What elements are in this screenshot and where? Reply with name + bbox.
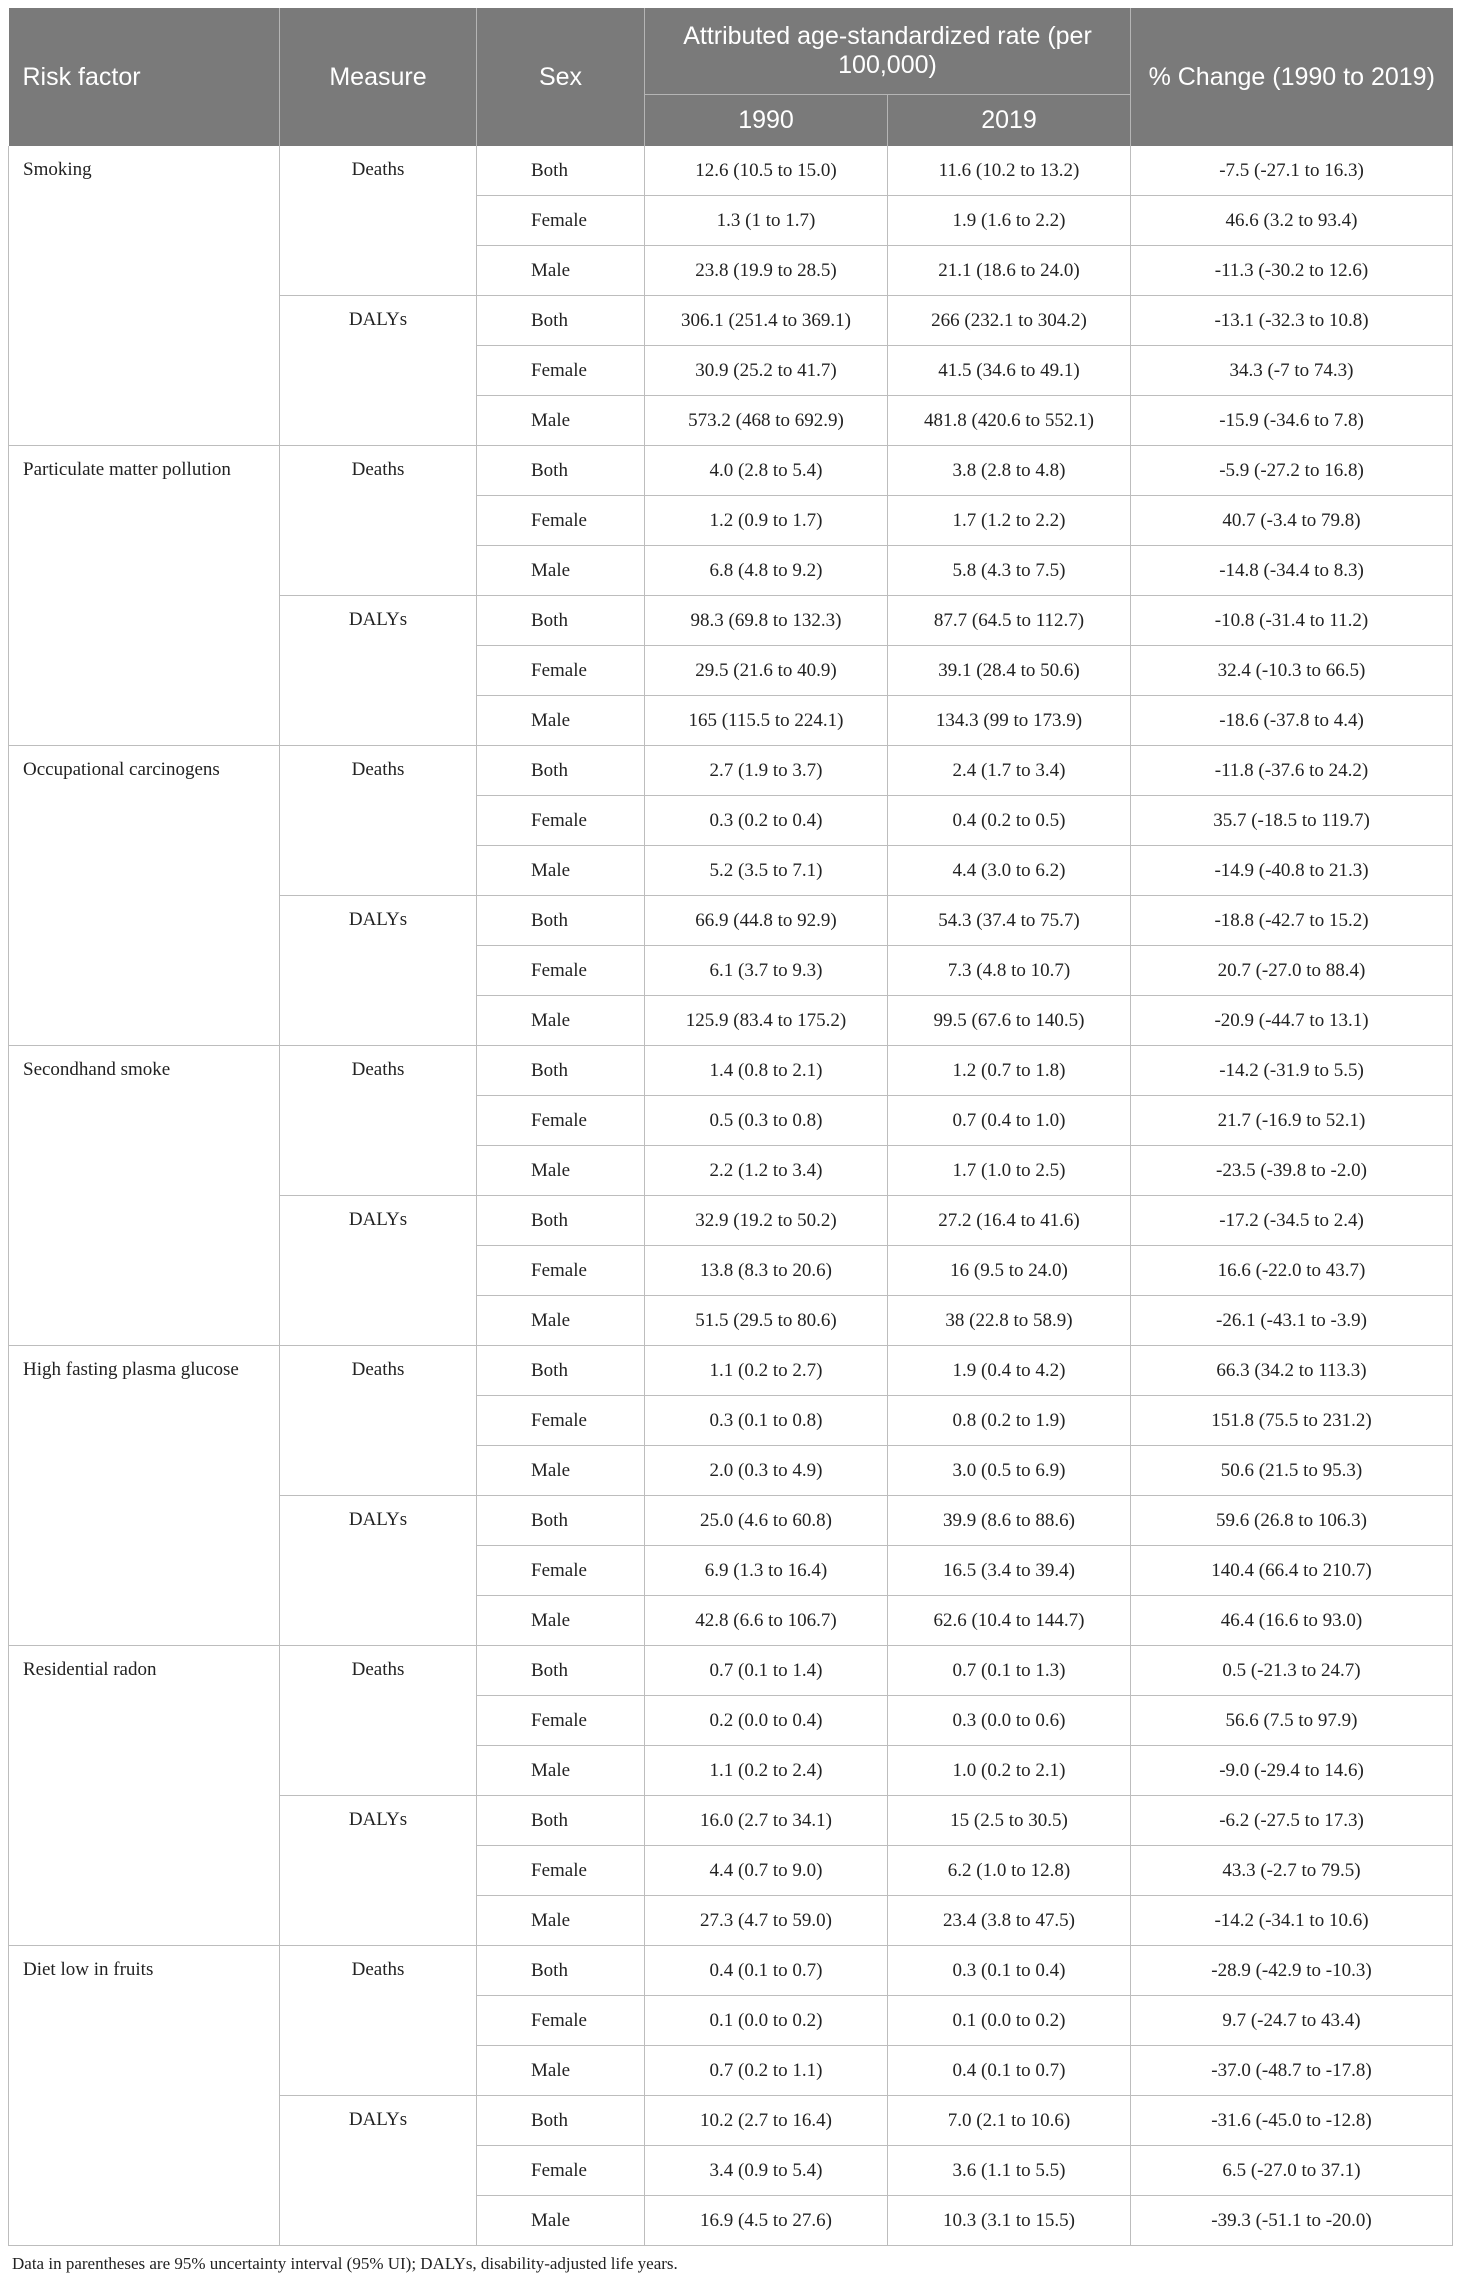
cell-percent-change: -14.2 (-31.9 to 5.5) (1131, 1046, 1453, 1096)
cell-percent-change: -28.9 (-42.9 to -10.3) (1131, 1946, 1453, 1996)
cell-percent-change: -14.9 (-40.8 to 21.3) (1131, 846, 1453, 896)
cell-rate-1990: 2.7 (1.9 to 3.7) (645, 746, 888, 796)
cell-sex: Female (477, 796, 645, 846)
cell-percent-change: 46.4 (16.6 to 93.0) (1131, 1596, 1453, 1646)
cell-measure: DALYs (280, 1496, 477, 1646)
cell-percent-change: 6.5 (-27.0 to 37.1) (1131, 2146, 1453, 2196)
cell-rate-1990: 42.8 (6.6 to 106.7) (645, 1596, 888, 1646)
cell-sex: Male (477, 2196, 645, 2246)
cell-rate-1990: 573.2 (468 to 692.9) (645, 396, 888, 446)
cell-sex: Both (477, 1946, 645, 1996)
cell-percent-change: -6.2 (-27.5 to 17.3) (1131, 1796, 1453, 1846)
cell-percent-change: -15.9 (-34.6 to 7.8) (1131, 396, 1453, 446)
cell-rate-2019: 0.7 (0.4 to 1.0) (888, 1096, 1131, 1146)
cell-sex: Both (477, 1796, 645, 1846)
cell-measure: Deaths (280, 446, 477, 596)
cell-percent-change: 21.7 (-16.9 to 52.1) (1131, 1096, 1453, 1146)
cell-rate-2019: 16 (9.5 to 24.0) (888, 1246, 1131, 1296)
cell-sex: Both (477, 1646, 645, 1696)
header-rate-group: Attributed age-standardized rate (per 100,000) (645, 8, 1131, 94)
cell-percent-change: 140.4 (66.4 to 210.7) (1131, 1546, 1453, 1596)
cell-rate-2019: 1.7 (1.0 to 2.5) (888, 1146, 1131, 1196)
cell-sex: Both (477, 746, 645, 796)
cell-rate-1990: 51.5 (29.5 to 80.6) (645, 1296, 888, 1346)
cell-rate-1990: 16.9 (4.5 to 27.6) (645, 2196, 888, 2246)
table-body (9, 146, 1453, 2246)
cell-percent-change: 16.6 (-22.0 to 43.7) (1131, 1246, 1453, 1296)
table-container (8, 8, 1452, 2274)
cell-percent-change: 34.3 (-7 to 74.3) (1131, 346, 1453, 396)
cell-percent-change: 46.6 (3.2 to 93.4) (1131, 196, 1453, 246)
cell-percent-change: 151.8 (75.5 to 231.2) (1131, 1396, 1453, 1446)
cell-sex: Female (477, 946, 645, 996)
cell-rate-2019: 3.8 (2.8 to 4.8) (888, 446, 1131, 496)
cell-sex: Both (477, 896, 645, 946)
cell-sex: Female (477, 1396, 645, 1446)
cell-sex: Both (477, 1346, 645, 1396)
cell-rate-1990: 165 (115.5 to 224.1) (645, 696, 888, 746)
cell-percent-change: 59.6 (26.8 to 106.3) (1131, 1496, 1453, 1546)
cell-sex: Male (477, 1746, 645, 1796)
cell-rate-2019: 7.3 (4.8 to 10.7) (888, 946, 1131, 996)
cell-rate-2019: 16.5 (3.4 to 39.4) (888, 1546, 1131, 1596)
cell-risk-factor: Residential radon (9, 1646, 280, 1946)
cell-measure: DALYs (280, 1796, 477, 1946)
cell-sex: Male (477, 1296, 645, 1346)
cell-sex: Female (477, 1846, 645, 1896)
cell-measure: DALYs (280, 2096, 477, 2246)
table-row (9, 1946, 1453, 1996)
cell-sex: Female (477, 646, 645, 696)
cell-rate-1990: 4.4 (0.7 to 9.0) (645, 1846, 888, 1896)
cell-percent-change: -39.3 (-51.1 to -20.0) (1131, 2196, 1453, 2246)
cell-rate-2019: 4.4 (3.0 to 6.2) (888, 846, 1131, 896)
cell-rate-1990: 10.2 (2.7 to 16.4) (645, 2096, 888, 2146)
cell-rate-2019: 1.9 (1.6 to 2.2) (888, 196, 1131, 246)
cell-sex: Female (477, 196, 645, 246)
table-footnote: Data in parentheses are 95% uncertainty interval (95% UI); DALYs, disability-adjusted life years. (12, 2254, 678, 2273)
cell-rate-1990: 1.4 (0.8 to 2.1) (645, 1046, 888, 1096)
cell-rate-1990: 12.6 (10.5 to 15.0) (645, 146, 888, 196)
cell-sex: Both (477, 146, 645, 196)
cell-rate-1990: 1.1 (0.2 to 2.4) (645, 1746, 888, 1796)
cell-rate-1990: 0.7 (0.2 to 1.1) (645, 2046, 888, 2096)
cell-percent-change: -14.2 (-34.1 to 10.6) (1131, 1896, 1453, 1946)
cell-rate-2019: 21.1 (18.6 to 24.0) (888, 246, 1131, 296)
cell-rate-1990: 125.9 (83.4 to 175.2) (645, 996, 888, 1046)
table-header (9, 8, 1453, 146)
cell-rate-2019: 2.4 (1.7 to 3.4) (888, 746, 1131, 796)
cell-rate-1990: 0.5 (0.3 to 0.8) (645, 1096, 888, 1146)
cell-percent-change: 43.3 (-2.7 to 79.5) (1131, 1846, 1453, 1896)
cell-measure: Deaths (280, 1946, 477, 2096)
cell-rate-2019: 41.5 (34.6 to 49.1) (888, 346, 1131, 396)
cell-rate-2019: 54.3 (37.4 to 75.7) (888, 896, 1131, 946)
cell-rate-1990: 4.0 (2.8 to 5.4) (645, 446, 888, 496)
table-row (9, 746, 1453, 796)
cell-rate-2019: 0.8 (0.2 to 1.9) (888, 1396, 1131, 1446)
cell-measure: Deaths (280, 1646, 477, 1796)
cell-sex: Both (477, 2096, 645, 2146)
table-row (9, 446, 1453, 496)
cell-measure: DALYs (280, 1196, 477, 1346)
cell-sex: Male (477, 1596, 645, 1646)
cell-percent-change: -7.5 (-27.1 to 16.3) (1131, 146, 1453, 196)
cell-rate-1990: 13.8 (8.3 to 20.6) (645, 1246, 888, 1296)
cell-rate-2019: 481.8 (420.6 to 552.1) (888, 396, 1131, 446)
cell-percent-change: -20.9 (-44.7 to 13.1) (1131, 996, 1453, 1046)
cell-percent-change: -18.6 (-37.8 to 4.4) (1131, 696, 1453, 746)
cell-sex: Male (477, 996, 645, 1046)
cell-rate-1990: 98.3 (69.8 to 132.3) (645, 596, 888, 646)
cell-measure: Deaths (280, 1346, 477, 1496)
cell-rate-1990: 1.3 (1 to 1.7) (645, 196, 888, 246)
cell-measure: Deaths (280, 1046, 477, 1196)
cell-rate-1990: 0.3 (0.2 to 0.4) (645, 796, 888, 846)
cell-sex: Both (477, 1196, 645, 1246)
cell-sex: Male (477, 1446, 645, 1496)
cell-rate-1990: 25.0 (4.6 to 60.8) (645, 1496, 888, 1546)
cell-percent-change: -5.9 (-27.2 to 16.8) (1131, 446, 1453, 496)
cell-rate-2019: 1.9 (0.4 to 4.2) (888, 1346, 1131, 1396)
cell-sex: Both (477, 446, 645, 496)
cell-sex: Female (477, 1546, 645, 1596)
cell-rate-1990: 6.1 (3.7 to 9.3) (645, 946, 888, 996)
cell-sex: Both (477, 596, 645, 646)
cell-rate-2019: 62.6 (10.4 to 144.7) (888, 1596, 1131, 1646)
cell-sex: Both (477, 1496, 645, 1546)
cell-rate-1990: 30.9 (25.2 to 41.7) (645, 346, 888, 396)
cell-rate-2019: 266 (232.1 to 304.2) (888, 296, 1131, 346)
cell-percent-change: 56.6 (7.5 to 97.9) (1131, 1696, 1453, 1746)
cell-rate-1990: 0.2 (0.0 to 0.4) (645, 1696, 888, 1746)
cell-rate-2019: 7.0 (2.1 to 10.6) (888, 2096, 1131, 2146)
cell-rate-1990: 16.0 (2.7 to 34.1) (645, 1796, 888, 1846)
cell-percent-change: -23.5 (-39.8 to -2.0) (1131, 1146, 1453, 1196)
cell-rate-1990: 27.3 (4.7 to 59.0) (645, 1896, 888, 1946)
cell-percent-change: 40.7 (-3.4 to 79.8) (1131, 496, 1453, 546)
cell-risk-factor: Secondhand smoke (9, 1046, 280, 1346)
cell-sex: Female (477, 1246, 645, 1296)
cell-rate-2019: 87.7 (64.5 to 112.7) (888, 596, 1131, 646)
cell-sex: Male (477, 546, 645, 596)
cell-rate-2019: 0.1 (0.0 to 0.2) (888, 1996, 1131, 2046)
cell-rate-1990: 2.2 (1.2 to 3.4) (645, 1146, 888, 1196)
cell-rate-2019: 10.3 (3.1 to 15.5) (888, 2196, 1131, 2246)
cell-rate-2019: 0.3 (0.1 to 0.4) (888, 1946, 1131, 1996)
cell-rate-1990: 23.8 (19.9 to 28.5) (645, 246, 888, 296)
table-row (9, 1046, 1453, 1096)
cell-rate-1990: 306.1 (251.4 to 369.1) (645, 296, 888, 346)
header-measure: Measure (280, 8, 477, 146)
cell-rate-1990: 32.9 (19.2 to 50.2) (645, 1196, 888, 1246)
header-sex: Sex (477, 8, 645, 146)
cell-percent-change: -14.8 (-34.4 to 8.3) (1131, 546, 1453, 596)
cell-percent-change: -26.1 (-43.1 to -3.9) (1131, 1296, 1453, 1346)
cell-rate-1990: 0.1 (0.0 to 0.2) (645, 1996, 888, 2046)
cell-rate-1990: 1.2 (0.9 to 1.7) (645, 496, 888, 546)
cell-sex: Male (477, 246, 645, 296)
cell-rate-1990: 0.3 (0.1 to 0.8) (645, 1396, 888, 1446)
cell-rate-2019: 23.4 (3.8 to 47.5) (888, 1896, 1131, 1946)
cell-rate-1990: 0.7 (0.1 to 1.4) (645, 1646, 888, 1696)
cell-sex: Male (477, 846, 645, 896)
cell-rate-2019: 1.0 (0.2 to 2.1) (888, 1746, 1131, 1796)
cell-sex: Female (477, 346, 645, 396)
cell-measure: Deaths (280, 746, 477, 896)
cell-risk-factor: Particulate matter pollution (9, 446, 280, 746)
cell-percent-change: -13.1 (-32.3 to 10.8) (1131, 296, 1453, 346)
risk-factor-table (8, 8, 1453, 2246)
cell-rate-1990: 29.5 (21.6 to 40.9) (645, 646, 888, 696)
cell-sex: Male (477, 2046, 645, 2096)
cell-measure: DALYs (280, 296, 477, 446)
cell-rate-2019: 27.2 (16.4 to 41.6) (888, 1196, 1131, 1246)
cell-sex: Female (477, 1996, 645, 2046)
cell-rate-2019: 0.7 (0.1 to 1.3) (888, 1646, 1131, 1696)
cell-rate-2019: 39.1 (28.4 to 50.6) (888, 646, 1131, 696)
header-year-2019: 2019 (888, 94, 1131, 146)
cell-sex: Both (477, 296, 645, 346)
cell-rate-2019: 39.9 (8.6 to 88.6) (888, 1496, 1131, 1546)
cell-percent-change: 20.7 (-27.0 to 88.4) (1131, 946, 1453, 996)
cell-percent-change: 9.7 (-24.7 to 43.4) (1131, 1996, 1453, 2046)
cell-percent-change: -11.8 (-37.6 to 24.2) (1131, 746, 1453, 796)
header-risk-factor: Risk factor (9, 8, 280, 146)
cell-percent-change: 35.7 (-18.5 to 119.7) (1131, 796, 1453, 846)
cell-sex: Female (477, 1696, 645, 1746)
cell-rate-1990: 3.4 (0.9 to 5.4) (645, 2146, 888, 2196)
cell-percent-change: -9.0 (-29.4 to 14.6) (1131, 1746, 1453, 1796)
cell-rate-1990: 5.2 (3.5 to 7.1) (645, 846, 888, 896)
cell-percent-change: 32.4 (-10.3 to 66.5) (1131, 646, 1453, 696)
cell-percent-change: 0.5 (-21.3 to 24.7) (1131, 1646, 1453, 1696)
cell-rate-2019: 11.6 (10.2 to 13.2) (888, 146, 1131, 196)
cell-sex: Both (477, 1046, 645, 1096)
cell-rate-2019: 38 (22.8 to 58.9) (888, 1296, 1131, 1346)
cell-risk-factor: Diet low in fruits (9, 1946, 280, 2246)
cell-sex: Male (477, 1146, 645, 1196)
cell-rate-2019: 5.8 (4.3 to 7.5) (888, 546, 1131, 596)
cell-rate-2019: 1.7 (1.2 to 2.2) (888, 496, 1131, 546)
cell-percent-change: -17.2 (-34.5 to 2.4) (1131, 1196, 1453, 1246)
cell-sex: Male (477, 396, 645, 446)
header-change: % Change (1990 to 2019) (1131, 8, 1453, 146)
cell-rate-2019: 0.3 (0.0 to 0.6) (888, 1696, 1131, 1746)
cell-percent-change: 50.6 (21.5 to 95.3) (1131, 1446, 1453, 1496)
cell-measure: Deaths (280, 146, 477, 296)
cell-rate-1990: 2.0 (0.3 to 4.9) (645, 1446, 888, 1496)
cell-percent-change: -10.8 (-31.4 to 11.2) (1131, 596, 1453, 646)
cell-rate-2019: 134.3 (99 to 173.9) (888, 696, 1131, 746)
cell-measure: DALYs (280, 596, 477, 746)
cell-risk-factor: Smoking (9, 146, 280, 446)
cell-percent-change: 66.3 (34.2 to 113.3) (1131, 1346, 1453, 1396)
table-row (9, 146, 1453, 196)
header-year-1990: 1990 (645, 94, 888, 146)
cell-sex: Female (477, 496, 645, 546)
cell-percent-change: -18.8 (-42.7 to 15.2) (1131, 896, 1453, 946)
cell-risk-factor: Occupational carcinogens (9, 746, 280, 1046)
table-row (9, 1646, 1453, 1696)
cell-rate-1990: 1.1 (0.2 to 2.7) (645, 1346, 888, 1396)
cell-risk-factor: High fasting plasma glucose (9, 1346, 280, 1646)
cell-rate-1990: 66.9 (44.8 to 92.9) (645, 896, 888, 946)
table-row (9, 1346, 1453, 1396)
cell-measure: DALYs (280, 896, 477, 1046)
cell-percent-change: -11.3 (-30.2 to 12.6) (1131, 246, 1453, 296)
cell-rate-1990: 6.8 (4.8 to 9.2) (645, 546, 888, 596)
cell-sex: Female (477, 1096, 645, 1146)
cell-sex: Male (477, 1896, 645, 1946)
cell-rate-1990: 0.4 (0.1 to 0.7) (645, 1946, 888, 1996)
cell-rate-2019: 0.4 (0.1 to 0.7) (888, 2046, 1131, 2096)
cell-sex: Female (477, 2146, 645, 2196)
cell-rate-2019: 15 (2.5 to 30.5) (888, 1796, 1131, 1846)
cell-rate-2019: 1.2 (0.7 to 1.8) (888, 1046, 1131, 1096)
cell-rate-2019: 3.6 (1.1 to 5.5) (888, 2146, 1131, 2196)
cell-percent-change: -37.0 (-48.7 to -17.8) (1131, 2046, 1453, 2096)
cell-rate-2019: 99.5 (67.6 to 140.5) (888, 996, 1131, 1046)
cell-rate-2019: 0.4 (0.2 to 0.5) (888, 796, 1131, 846)
cell-sex: Male (477, 696, 645, 746)
cell-rate-2019: 6.2 (1.0 to 12.8) (888, 1846, 1131, 1896)
cell-rate-1990: 6.9 (1.3 to 16.4) (645, 1546, 888, 1596)
cell-percent-change: -31.6 (-45.0 to -12.8) (1131, 2096, 1453, 2146)
cell-rate-2019: 3.0 (0.5 to 6.9) (888, 1446, 1131, 1496)
